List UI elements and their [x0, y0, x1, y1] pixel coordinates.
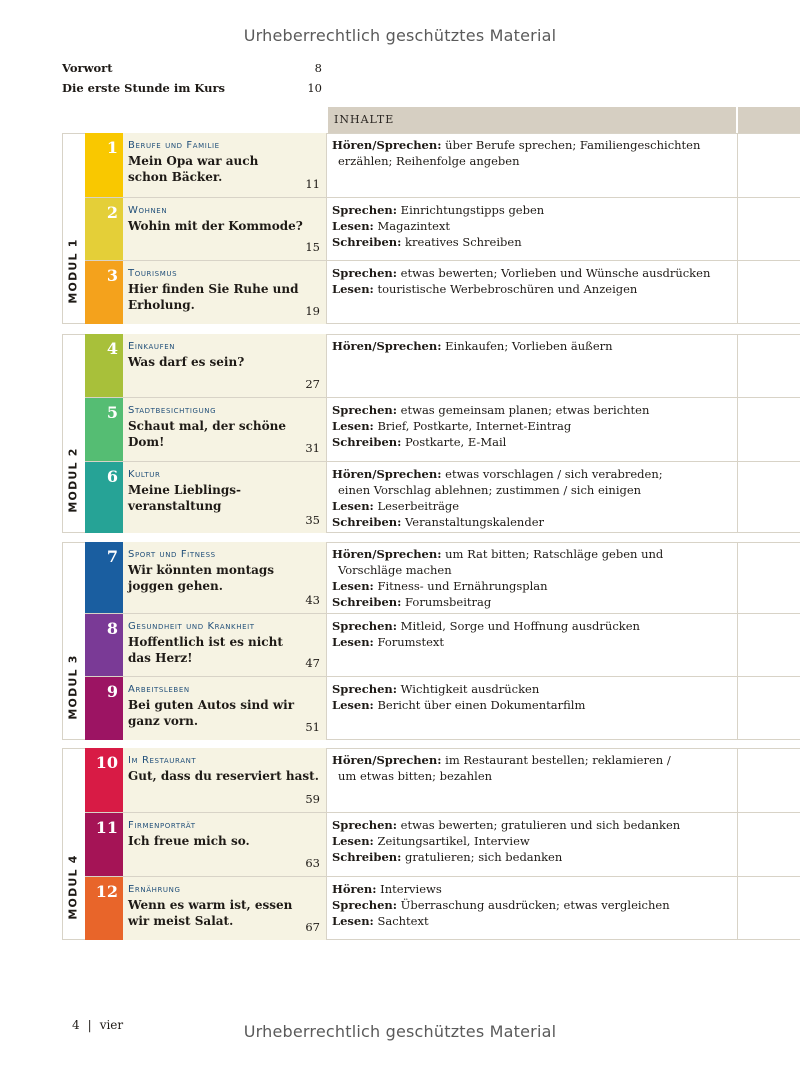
content-line	[332, 402, 731, 418]
module-label-text: MODUL 3	[66, 654, 80, 720]
content-skill-label: Hören/Sprechen:	[332, 138, 442, 152]
unit-extra-column	[737, 542, 800, 613]
column-separator	[737, 542, 738, 613]
content-skill-label: Sprechen:	[332, 682, 398, 696]
content-skill-label: Hören:	[332, 882, 377, 896]
unit-number-badge: 11	[85, 813, 123, 876]
content-skill-label: Lesen:	[332, 499, 374, 513]
unit-contents	[327, 614, 737, 650]
column-separator	[737, 877, 738, 940]
unit-theme: Arbeitsleben	[128, 684, 190, 695]
unit-row[interactable]	[85, 334, 800, 397]
module-block	[62, 748, 800, 940]
module-label	[62, 226, 84, 316]
column-separator	[737, 334, 738, 397]
unit-contents	[327, 748, 737, 784]
module-label-text: MODUL 4	[66, 854, 80, 920]
content-text: Forumstext	[373, 635, 444, 649]
content-skill-label: Lesen:	[332, 579, 374, 593]
content-line	[332, 498, 731, 514]
unit-row[interactable]	[85, 461, 800, 533]
unit-theme: Einkaufen	[128, 341, 176, 352]
module-label	[62, 642, 84, 732]
content-line	[332, 153, 731, 169]
content-skill-label: Sprechen:	[332, 266, 398, 280]
unit-contents	[327, 677, 737, 713]
content-skill-label: Schreiben:	[332, 850, 402, 864]
unit-page-number: 11	[305, 177, 320, 191]
unit-row[interactable]	[85, 676, 800, 740]
content-text: Einrichtungstipps geben	[397, 203, 545, 217]
content-line	[332, 913, 731, 929]
content-skill-label: Sprechen:	[332, 898, 398, 912]
unit-theme: Kultur	[128, 469, 161, 480]
content-line	[332, 514, 731, 530]
header-separator	[736, 107, 738, 133]
contents-column-header: INHALTE	[334, 113, 395, 126]
column-separator	[737, 813, 738, 876]
unit-page-number: 59	[305, 792, 320, 806]
content-skill-label: Schreiben:	[332, 595, 402, 609]
unit-title-cell[interactable]	[123, 198, 326, 260]
content-text: Forumsbeitrag	[401, 595, 492, 609]
unit-extra-column	[737, 334, 800, 397]
module-label-text: MODUL 1	[66, 238, 80, 304]
unit-page-number: 35	[305, 513, 320, 527]
module-block	[62, 542, 800, 740]
unit-row[interactable]	[85, 812, 800, 876]
content-text: einen Vorschlag ablehnen; zustimmen / sich einigen	[338, 483, 642, 497]
content-line	[332, 817, 731, 833]
content-line	[332, 418, 731, 434]
content-skill-label: Lesen:	[332, 219, 374, 233]
unit-theme: Firmenporträt	[128, 820, 196, 831]
content-text: Einkaufen; Vorlieben äußern	[441, 339, 613, 353]
module-label	[62, 435, 84, 525]
content-text: Brief, Postkarte, Internet-Eintrag	[373, 419, 572, 433]
unit-title-cell[interactable]	[123, 677, 326, 740]
content-skill-label: Lesen:	[332, 282, 374, 296]
unit-row[interactable]	[85, 876, 800, 940]
unit-extra-column	[737, 462, 800, 533]
unit-contents	[327, 398, 737, 450]
watermark-top: Urheberrechtlich geschütztes Material	[243, 26, 557, 45]
content-line	[332, 594, 731, 610]
content-skill-label: Schreiben:	[332, 515, 402, 529]
unit-row[interactable]	[85, 542, 800, 613]
content-skill-label: Sprechen:	[332, 619, 398, 633]
unit-page-number: 27	[305, 377, 320, 391]
content-line	[332, 681, 731, 697]
content-line	[332, 434, 731, 450]
unit-page-number: 63	[305, 856, 320, 870]
unit-number-badge: 10	[85, 748, 123, 812]
front-matter-title: Die erste Stunde im Kurs	[62, 81, 226, 95]
content-text: etwas gemeinsam planen; etwas berichten	[397, 403, 650, 417]
unit-title-cell[interactable]	[123, 813, 326, 876]
unit-row[interactable]	[85, 197, 800, 260]
unit-theme: Stadtbesichtigung	[128, 405, 217, 416]
unit-title-cell[interactable]	[123, 398, 326, 461]
module-block	[62, 334, 800, 533]
content-line	[332, 546, 731, 562]
unit-lesson-title: Was darf es sein?	[128, 355, 245, 369]
unit-title-cell[interactable]	[123, 614, 326, 676]
content-skill-label: Lesen:	[332, 834, 374, 848]
content-text: Vorschläge machen	[338, 563, 452, 577]
content-line	[332, 833, 731, 849]
content-text: Veranstaltungskalender	[401, 515, 544, 529]
module-block	[62, 133, 800, 324]
unit-title-cell[interactable]	[123, 133, 326, 197]
unit-theme: Im Restaurant	[128, 755, 197, 766]
unit-theme: Wohnen	[128, 205, 168, 216]
unit-extra-column	[737, 133, 800, 197]
content-line	[332, 202, 731, 218]
front-matter-row[interactable]	[62, 61, 322, 75]
content-skill-label: Sprechen:	[332, 203, 398, 217]
content-text: kreatives Schreiben	[401, 235, 522, 249]
content-line	[332, 265, 731, 281]
content-text: Sachtext	[373, 914, 429, 928]
content-skill-label: Lesen:	[332, 635, 374, 649]
content-line	[332, 881, 731, 897]
content-skill-label: Sprechen:	[332, 403, 398, 417]
content-line	[332, 697, 731, 713]
column-separator	[737, 261, 738, 324]
unit-page-number: 19	[305, 304, 320, 318]
content-text: um etwas bitten; bezahlen	[338, 769, 493, 783]
content-skill-label: Hören/Sprechen:	[332, 339, 442, 353]
unit-page-number: 15	[305, 240, 320, 254]
content-line	[332, 578, 731, 594]
contents-header-bar	[328, 107, 800, 133]
module-label	[62, 842, 84, 932]
unit-page-number: 31	[305, 441, 320, 455]
content-text: um Rat bitten; Ratschläge geben und	[441, 547, 664, 561]
watermark-bottom: Urheberrechtlich geschütztes Material	[243, 1022, 557, 1041]
unit-title-cell[interactable]	[123, 261, 326, 324]
unit-extra-column	[737, 398, 800, 461]
content-skill-label: Sprechen:	[332, 818, 398, 832]
content-text: im Restaurant bestellen; reklamieren /	[441, 753, 671, 767]
content-line	[332, 618, 731, 634]
content-line	[332, 634, 731, 650]
content-text: Magazintext	[373, 219, 450, 233]
unit-extra-column	[737, 198, 800, 260]
unit-lesson-title: Wenn es warm ist, essen wir meist Salat.	[128, 898, 293, 928]
unit-contents	[327, 133, 737, 169]
content-text: Postkarte, E-Mail	[401, 435, 507, 449]
content-skill-label: Lesen:	[332, 419, 374, 433]
unit-contents	[327, 877, 737, 929]
unit-lesson-title: Wohin mit der Kommode?	[128, 219, 303, 233]
unit-extra-column	[737, 877, 800, 940]
footer-page-word: vier	[99, 1018, 124, 1032]
front-matter-page: 10	[307, 81, 322, 95]
unit-title-cell[interactable]	[123, 462, 326, 533]
unit-theme: Ernährung	[128, 884, 181, 895]
front-matter-row[interactable]	[62, 81, 322, 95]
unit-lesson-title: Gut, dass du reserviert hast.	[128, 769, 319, 783]
unit-theme: Gesundheit und Krankheit	[128, 621, 255, 632]
unit-title-cell[interactable]	[123, 748, 326, 812]
unit-extra-column	[737, 748, 800, 812]
unit-row[interactable]	[85, 133, 800, 197]
unit-extra-column	[737, 813, 800, 876]
content-skill-label: Hören/Sprechen:	[332, 467, 442, 481]
unit-lesson-title: Hier finden Sie Ruhe und Erholung.	[128, 282, 299, 312]
content-text: etwas bewerten; gratulieren und sich bedanken	[397, 818, 681, 832]
unit-number-badge: 5	[85, 398, 123, 461]
content-text: Zeitungsartikel, Interview	[373, 834, 530, 848]
unit-contents	[327, 813, 737, 865]
content-text: etwas vorschlagen / sich verabreden;	[441, 467, 663, 481]
unit-theme: Berufe und Familie	[128, 140, 220, 151]
unit-lesson-title: Ich freue mich so.	[128, 834, 250, 848]
content-text: gratulieren; sich bedanken	[401, 850, 563, 864]
content-line	[332, 466, 731, 482]
unit-number-badge: 2	[85, 198, 123, 260]
front-matter-title: Vorwort	[62, 61, 113, 75]
unit-lesson-title: Hoffentlich ist es nicht das Herz!	[128, 635, 283, 665]
unit-theme: Sport und Fitness	[128, 549, 216, 560]
unit-title-cell[interactable]	[123, 334, 326, 397]
content-line	[332, 137, 731, 153]
unit-number-badge: 4	[85, 334, 123, 397]
unit-number-badge: 7	[85, 542, 123, 613]
unit-contents	[327, 261, 737, 297]
unit-row[interactable]	[85, 260, 800, 324]
front-matter-page: 8	[314, 61, 322, 75]
unit-theme: Tourismus	[128, 268, 178, 279]
unit-contents	[327, 198, 737, 250]
unit-number-badge: 6	[85, 462, 123, 533]
content-text: Interviews	[376, 882, 442, 896]
unit-lesson-title: Bei guten Autos sind wir ganz vorn.	[128, 698, 295, 728]
content-line	[332, 562, 731, 578]
content-line	[332, 897, 731, 913]
column-separator	[737, 748, 738, 812]
content-text: erzählen; Reihenfolge angeben	[338, 154, 520, 168]
column-separator	[737, 398, 738, 461]
unit-extra-column	[737, 614, 800, 676]
column-separator	[737, 462, 738, 533]
unit-lesson-title: Wir könnten montags joggen gehen.	[128, 563, 275, 593]
content-text: etwas bewerten; Vorlieben und Wünsche ausdrücken	[397, 266, 711, 280]
unit-lesson-title: Meine Lieblings- veranstaltung	[128, 483, 242, 513]
unit-lesson-title: Mein Opa war auch schon Bäcker.	[128, 154, 259, 184]
unit-extra-column	[737, 261, 800, 324]
content-line	[332, 338, 731, 354]
unit-row[interactable]	[85, 397, 800, 461]
content-skill-label: Lesen:	[332, 698, 374, 712]
content-line	[332, 482, 731, 498]
unit-number-badge: 9	[85, 677, 123, 740]
content-line	[332, 234, 731, 250]
unit-title-cell[interactable]	[123, 542, 326, 613]
column-separator	[737, 133, 738, 197]
unit-extra-column	[737, 677, 800, 740]
unit-number-badge: 12	[85, 877, 123, 940]
content-skill-label: Hören/Sprechen:	[332, 547, 442, 561]
unit-page-number: 47	[305, 656, 320, 670]
content-skill-label: Schreiben:	[332, 235, 402, 249]
content-skill-label: Schreiben:	[332, 435, 402, 449]
content-text: Bericht über einen Dokumentarfilm	[373, 698, 586, 712]
content-line	[332, 218, 731, 234]
content-text: Überraschung ausdrücken; etwas vergleichen	[397, 898, 670, 912]
content-skill-label: Lesen:	[332, 914, 374, 928]
content-line	[332, 768, 731, 784]
column-separator	[737, 198, 738, 260]
unit-row[interactable]	[85, 748, 800, 812]
footer-separator: |	[87, 1018, 92, 1032]
unit-row[interactable]	[85, 613, 800, 676]
content-skill-label: Hören/Sprechen:	[332, 753, 442, 767]
unit-page-number: 67	[305, 920, 320, 934]
unit-contents	[327, 462, 737, 530]
column-separator	[737, 677, 738, 740]
content-text: Mitleid, Sorge und Hoffnung ausdrücken	[397, 619, 640, 633]
content-line	[332, 752, 731, 768]
column-separator	[737, 614, 738, 676]
content-text: Leserbeiträge	[373, 499, 460, 513]
unit-number-badge: 3	[85, 261, 123, 324]
unit-title-cell[interactable]	[123, 877, 326, 940]
unit-contents	[327, 334, 737, 354]
footer-page-number: 4	[72, 1018, 80, 1032]
unit-contents	[327, 542, 737, 610]
unit-number-badge: 8	[85, 614, 123, 676]
content-text: Fitness- und Ernährungsplan	[373, 579, 548, 593]
content-line	[332, 281, 731, 297]
module-label-text: MODUL 2	[66, 447, 80, 513]
content-line	[332, 849, 731, 865]
content-text: Wichtigkeit ausdrücken	[397, 682, 540, 696]
unit-number-badge: 1	[85, 133, 123, 197]
content-text: über Berufe sprechen; Familiengeschichten	[441, 138, 701, 152]
unit-page-number: 43	[305, 593, 320, 607]
unit-page-number: 51	[305, 720, 320, 734]
content-text: touristische Werbebroschüren und Anzeigen	[373, 282, 638, 296]
unit-lesson-title: Schaut mal, der schöne Dom!	[128, 419, 286, 449]
